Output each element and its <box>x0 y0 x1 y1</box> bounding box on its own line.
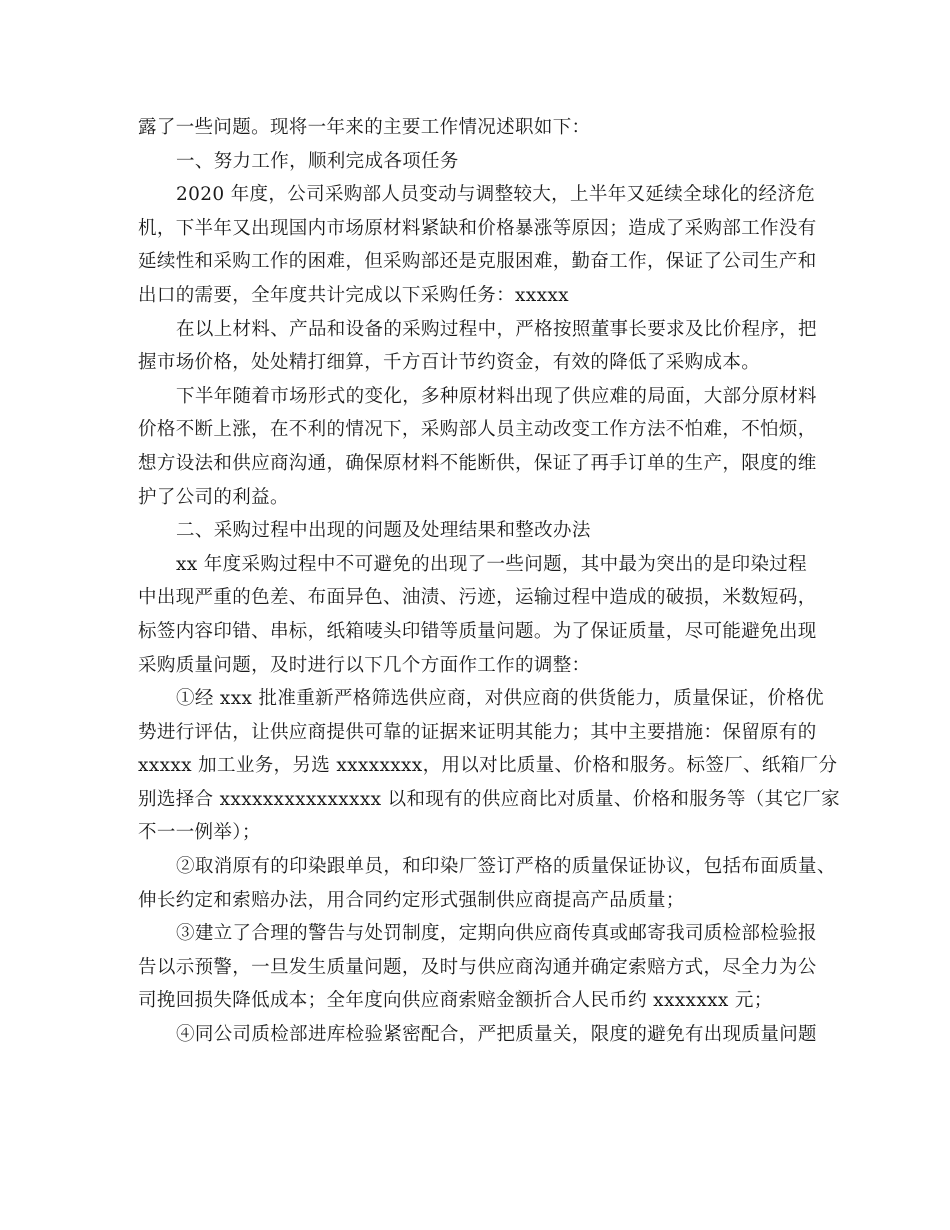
text-line: 机，下半年又出现国内市场原材料紧缺和价格暴涨等原因；造成了采购部工作没有 <box>138 217 817 239</box>
text-line: 势进行评估，让供应商提供可靠的证据来证明其能力；其中主要措施：保留原有的 <box>138 721 817 743</box>
text-line: 露了一些问题。现将一年来的主要工作情况述职如下： <box>138 117 591 138</box>
text-line: 采购质量问题，及时进行以下几个方面作工作的调整： <box>138 654 591 676</box>
text-line: ②取消原有的印染跟单员，和印染厂签订严格的质量保证协议，包括布面质量、 <box>176 856 836 878</box>
text-line: 告以示预警，一旦发生质量问题，及时与供应商沟通并确定索赔方式，尽全力为公 <box>138 956 817 978</box>
text-line: ③建立了合理的警告与处罚制度，定期向供应商传真或邮寄我司质检部检验报 <box>176 923 817 945</box>
text-line: 在以上材料、产品和设备的采购过程中，严格按照董事长要求及比价程序，把 <box>176 318 817 340</box>
text-line: 二、采购过程中出现的问题及处理结果和整改办法 <box>176 520 591 542</box>
text-line: 价格不断上涨，在不利的情况下，采购部人员主动改变工作方法不怕难，不怕烦， <box>138 419 817 441</box>
text-line: 司挽回损失降低成本；全年度向供应商索赔金额折合人民币约 xxxxxxx 元； <box>138 990 773 1012</box>
text-line: 护了公司的利益。 <box>138 486 289 508</box>
text-line: 想方设法和供应商沟通，确保原材料不能断供，保证了再手订单的生产，限度的维 <box>138 452 817 474</box>
text-line: 中出现严重的色差、布面异色、油渍、污迹，运输过程中造成的破损，米数短码， <box>138 587 817 609</box>
text-line: 延续性和采购工作的困难，但采购部还是克服困难，勤奋工作，保证了公司生产和 <box>138 251 817 273</box>
text-line: 不一一例举）； <box>138 822 261 844</box>
text-line: 2020 年度，公司采购部人员变动与调整较大，上半年又延续全球化的经济危 <box>176 184 816 206</box>
text-line: ④同公司质检部进库检验紧密配合，严把质量关，限度的避免有出现质量问题 <box>176 1024 817 1046</box>
text-line: 伸长约定和索赔办法，用合同约定形式强制供应商提高产品质量； <box>138 889 685 911</box>
text-line: 出口的需要，全年度共计完成以下采购任务：xxxxx <box>138 284 569 306</box>
text-line: 别选择合 xxxxxxxxxxxxxxx 以和现有的供应商比对质量、价格和服务等（其它厂家 <box>138 788 841 810</box>
text-line: 一、努力工作，顺利完成各项任务 <box>176 150 459 172</box>
text-line: xx 年度采购过程中不可避免的出现了一些问题，其中最为突出的是印染过程 <box>176 553 807 575</box>
text-line: 握市场价格，处处精打细算，千方百计节约资金，有效的降低了采购成本。 <box>138 352 761 374</box>
document-body <box>138 111 841 1052</box>
text-line: 标签内容印错、串标，纸箱唛头印错等质量问题。为了保证质量，尽可能避免出现 <box>138 620 817 642</box>
text-line: 下半年随着市场形式的变化，多种原材料出现了供应难的局面，大部分原材料 <box>176 385 817 407</box>
text-line: ①经 xxx 批准重新严格筛选供应商，对供应商的供货能力，质量保证，价格优 <box>176 688 825 710</box>
text-line: xxxxx 加工业务，另选 xxxxxxxx，用以对比质量、价格和服务。标签厂、纸箱厂分 <box>138 755 838 777</box>
